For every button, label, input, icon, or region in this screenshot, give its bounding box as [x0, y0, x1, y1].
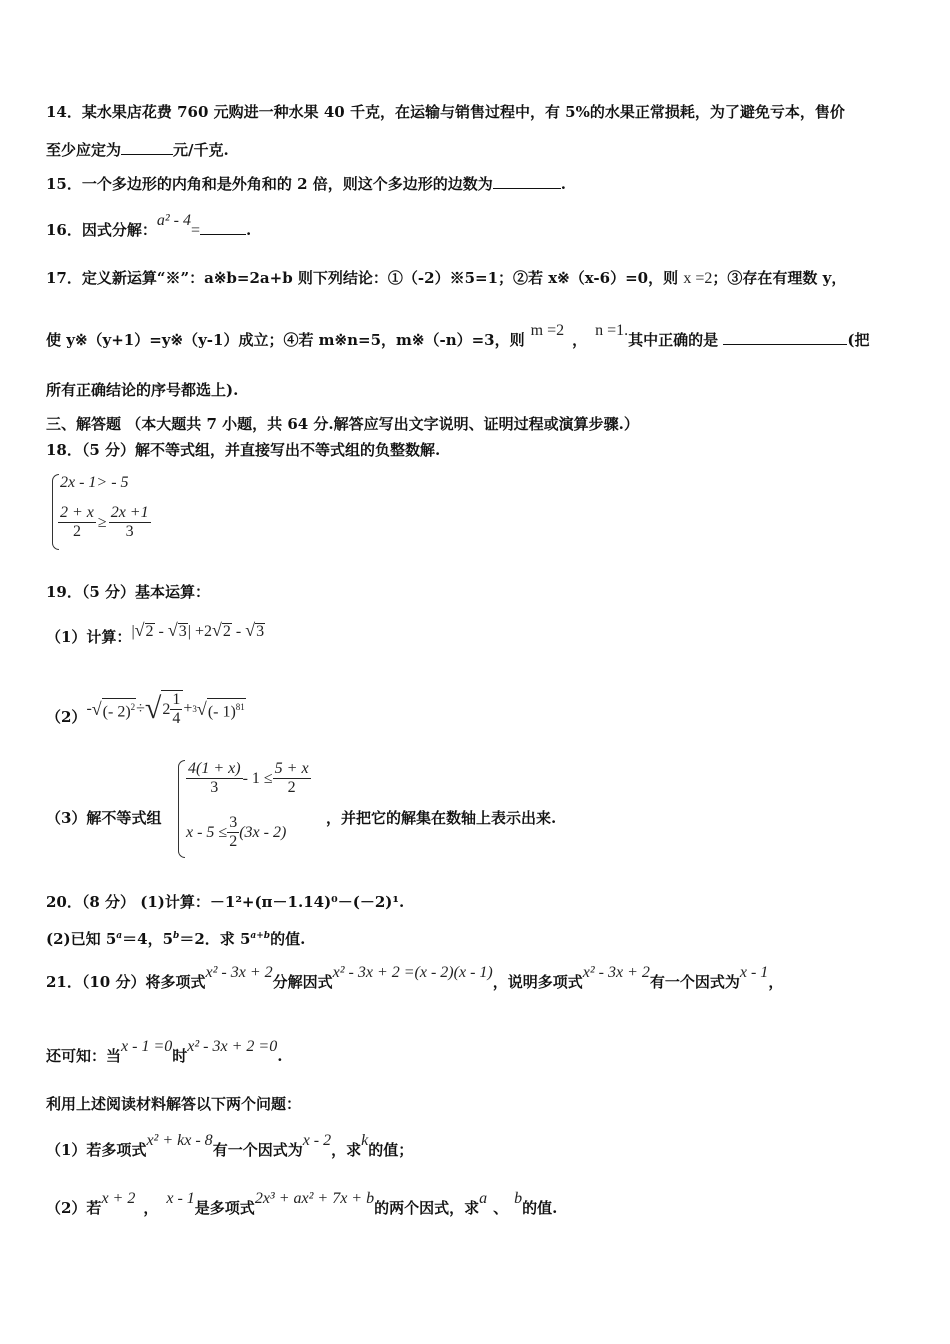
plus: + [183, 700, 193, 717]
q21-p2-factor1: x + 2 [101, 1190, 136, 1207]
q20-text2a: (2)已知 5 [46, 930, 117, 948]
q14-line2 [46, 140, 229, 160]
radicand-base: (- 1) [207, 703, 236, 721]
q19-part2 [46, 691, 246, 736]
abs-bar: | [131, 623, 135, 640]
q21-p1-factor: x - 2 [302, 1132, 332, 1149]
q19-p1-label: （1）计算： [46, 628, 132, 646]
q21-text2c: . [277, 1047, 283, 1065]
q21-line2 [46, 1038, 283, 1067]
q18-op: ≥ [97, 513, 107, 531]
radicand: 2 [145, 623, 154, 640]
q19-p2-label: （2） [46, 708, 87, 726]
frac [227, 814, 239, 851]
sqrt-icon: √ [134, 620, 145, 640]
q17-n-value: n =1. [595, 322, 629, 339]
frac-numerator: 2x +1 [110, 504, 149, 521]
q21-text2b: 时 [172, 1047, 188, 1065]
q16-text: 16．因式分解： [46, 221, 157, 239]
exp-a: a [116, 931, 123, 941]
q21-part2 [46, 1190, 558, 1219]
q21-p1c: ，求 [331, 1141, 362, 1159]
frac-denominator: 2 [229, 833, 238, 850]
frac-denominator: 2 [72, 523, 81, 540]
frac-denominator: 2 [287, 779, 296, 796]
q21-p2-comma: ， [143, 1199, 159, 1217]
frac-numerator: 2 + x [60, 504, 94, 521]
q20-text2b: ＝4，5 [122, 930, 174, 948]
q21-p2b: 是多项式 [194, 1199, 255, 1217]
radicand: 3 [256, 623, 265, 640]
root-index: 3 [192, 704, 197, 714]
q18-ineq1-text: 2x - 1> - 5 [60, 474, 129, 491]
q19-p3-label: （3）解不等式组 [46, 809, 162, 827]
sqrt-icon: √ [245, 620, 256, 640]
q21-p2-sep: 、 [493, 1199, 509, 1217]
q17-text3: 所有正确结论的序号都选上). [46, 381, 239, 399]
frac-numerator: 3 [229, 814, 238, 831]
q18-frac-right [109, 504, 151, 541]
q18-ineq2 [58, 504, 151, 541]
whole-part: 2 [162, 700, 171, 718]
q17-m-value: m =2 [530, 322, 565, 339]
exp-ab: a+b [250, 931, 271, 941]
section-title: 三、解答题 （本大题共 7 小题，共 64 分.解答应写出文字说明、证明过程或演算步骤.） [46, 415, 639, 433]
q21-intro [46, 1094, 301, 1114]
q20-text1: 20．（8 分） (1)计算：－1²+(π－1.14)⁰－(－2)¹. [46, 893, 405, 911]
q15-period: . [560, 175, 566, 193]
frac [186, 760, 243, 797]
q21-text1c: ，说明多项式 [492, 973, 583, 991]
answer-blank [121, 140, 173, 155]
q17-line1 [46, 268, 846, 289]
radicand [207, 698, 246, 720]
q16-expression: a² - 4 [156, 212, 191, 229]
q17-text2b: 其中正确的是 [628, 331, 719, 349]
q21-p2d: 的值. [522, 1199, 558, 1217]
sqrt-icon: √ [144, 692, 162, 725]
frac-denominator: 4 [172, 710, 181, 727]
q17-text2c: (把 [847, 331, 870, 349]
q17-x-value: x =2 [683, 270, 713, 287]
q19-p3-ineq1 [186, 760, 311, 797]
minus: - [231, 623, 246, 640]
frac-numerator: 4(1 + x) [188, 760, 241, 777]
q16-period: . [246, 221, 252, 239]
sqrt-icon: √ [91, 699, 102, 719]
q20-text2d: 的值. [270, 930, 306, 948]
frac-denominator: 3 [125, 523, 134, 540]
brace-q19 [178, 760, 185, 858]
q19-p1-expr [131, 620, 265, 640]
abs-bar-plus: | +2 [187, 623, 212, 640]
q18-text: 18．（5 分）解不等式组，并直接写出不等式组的负整数解. [46, 441, 441, 459]
q14-unit: 元/千克. [173, 141, 229, 159]
q18-ineq1 [60, 474, 129, 492]
q21-p1-k: k [361, 1132, 369, 1149]
q21-equation: x² - 3x + 2 =0 [187, 1038, 278, 1055]
q21-text1a: 21．（10 分）将多项式 [46, 973, 206, 991]
answer-blank [723, 330, 847, 345]
exp-b: b [173, 931, 180, 941]
frac [273, 760, 311, 797]
q21-text1e: ， [768, 973, 784, 991]
q21-line1 [46, 964, 784, 993]
q21-p1a: （1）若多项式 [46, 1141, 147, 1159]
q21-poly: x² - 3x + 2 [205, 964, 273, 981]
q21-p2a: （2）若 [46, 1199, 102, 1217]
radicand-base: (- 2) [102, 703, 131, 721]
q19-p3-ineq2 [186, 814, 286, 851]
q21-factorization: x² - 3x + 2 =(x - 2)(x - 1) [332, 964, 493, 981]
q20-text2c: ＝2．求 5 [179, 930, 251, 948]
minus: - [154, 623, 168, 640]
q21-text1d: 有一个因式为 [649, 973, 740, 991]
radicand: 3 [178, 623, 187, 640]
q21-p1b: 有一个因式为 [212, 1141, 303, 1159]
q18-frac-left [58, 504, 96, 541]
q21-intro-text: 利用上述阅读材料解答以下两个问题： [46, 1095, 302, 1113]
q21-p1-poly: x² + kx - 8 [146, 1132, 213, 1149]
q20-line1 [46, 892, 404, 912]
sqrt-icon: √ [212, 620, 222, 640]
q18-title [46, 440, 440, 460]
q17-text1: 17．定义新运算“※”：a※b=2a+b 则下列结论：①（-2）※5=1；②若 x※（x-6）=0，则 [46, 269, 679, 287]
q21-p2c: 的两个因式，求 [374, 1199, 480, 1217]
q19-part3-label [46, 808, 161, 828]
q21-poly2: x² - 3x + 2 [582, 964, 650, 981]
q21-factor: x - 1 [739, 964, 769, 981]
q21-p1d: 的值； [368, 1141, 414, 1159]
q14-text2: 至少应定为 [46, 141, 122, 159]
section-heading [46, 414, 639, 434]
radicand [102, 698, 136, 720]
radicand-mixed [161, 690, 183, 728]
op: - 1 ≤ [242, 769, 273, 787]
q21-part1 [46, 1132, 414, 1161]
rhs: (3x - 2) [239, 823, 287, 841]
q21-p2-poly: 2x³ + ax² + 7x + b [254, 1190, 375, 1207]
frac-denominator: 3 [210, 779, 219, 796]
answer-blank [493, 174, 561, 189]
q16-equals: = [191, 222, 201, 239]
exponent-two: 2 [130, 701, 136, 712]
frac-numerator: 1 [172, 691, 181, 708]
q21-condition: x - 1 =0 [121, 1038, 173, 1055]
answer-blank [200, 220, 246, 235]
q21-text2a: 还可知：当 [46, 1047, 122, 1065]
q19-part1 [46, 620, 265, 648]
q15-line [46, 174, 566, 194]
divide: ÷ [136, 700, 145, 717]
lhs: x - 5 ≤ [186, 823, 228, 841]
q21-text1b: 分解因式 [272, 973, 333, 991]
q19-text: 19．（5 分）基本运算： [46, 583, 211, 601]
q17-text2: 使 y※（y+1）=y※（y-1）成立；④若 m※n=5，m※（-n）=3，则 [46, 331, 525, 349]
q14-text: 14．某水果店花费 760 元购进一种水果 40 千克，在运输与销售过程中，有 5%的水果正常损耗，为了避免亏本，售价 [46, 103, 845, 121]
q17-line2 [46, 322, 870, 351]
q19-p3-tail [326, 808, 556, 828]
q16-line [46, 212, 252, 241]
mixed-fraction [170, 691, 182, 728]
q20-line2 [46, 926, 305, 949]
q19-p3-tail-text: ，并把它的解集在数轴上表示出来. [326, 809, 557, 827]
q15-text: 15．一个多边形的内角和是外角和的 2 倍，则这个多边形的边数为 [46, 175, 493, 193]
sqrt-icon: √ [167, 620, 178, 640]
radicand: 2 [222, 623, 231, 640]
q17-text1b: ；③存在有理数 y， [712, 269, 847, 287]
minus: - [86, 700, 92, 717]
q21-p2-b: b [514, 1190, 523, 1207]
q19-title [46, 582, 210, 602]
q14-line1 [46, 102, 845, 122]
q17-line3 [46, 380, 238, 400]
frac-numerator: 5 + x [274, 760, 309, 777]
q21-p2-factor2: x - 1 [166, 1190, 195, 1207]
exponent: 81 [235, 701, 245, 712]
sqrt-icon: √ [196, 699, 207, 719]
q17-comma: ， [572, 331, 588, 349]
q21-p2-a: a [479, 1190, 488, 1207]
q19-p2-expr [86, 690, 245, 728]
